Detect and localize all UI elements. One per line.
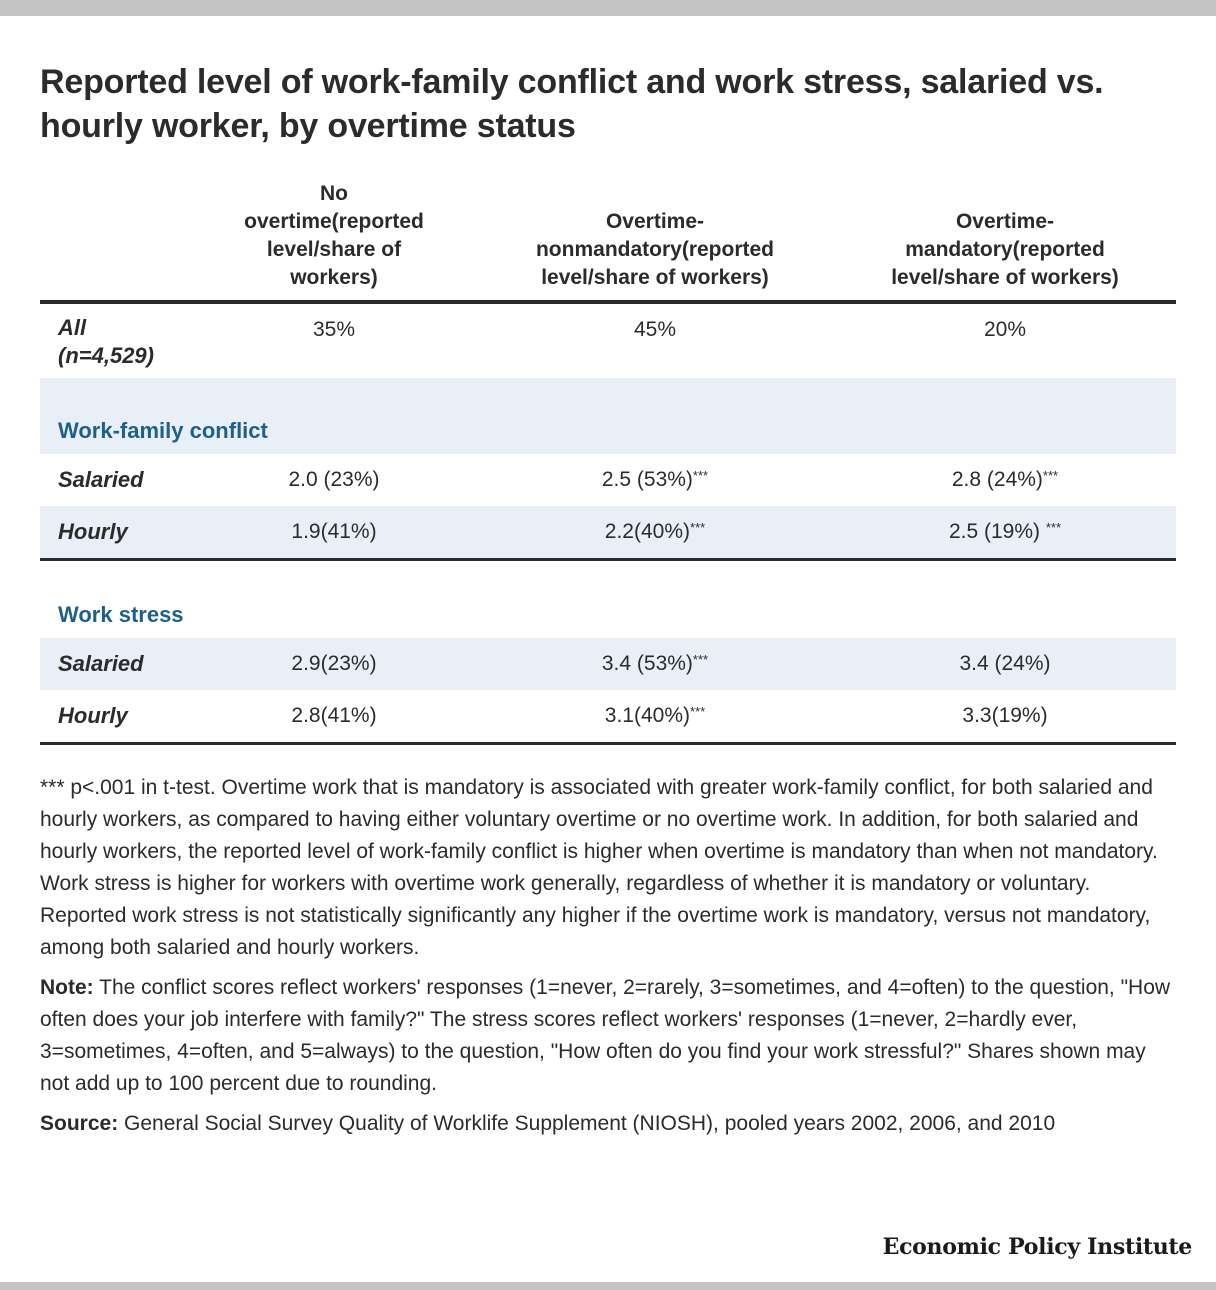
row-label-hourly: Hourly — [58, 703, 128, 728]
column-header-overtime-mandatory — [840, 208, 1170, 292]
cell-value — [840, 468, 1170, 492]
header-line: level/share of — [266, 238, 402, 261]
cell-value — [216, 468, 452, 492]
header-line: level/share of workers) — [891, 266, 1119, 289]
row-label-salaried: Salaried — [58, 467, 144, 492]
significance-mark: *** — [1045, 520, 1062, 535]
significance-mark: *** — [692, 652, 709, 667]
value-text: 3.4 (53%) — [601, 652, 693, 675]
publisher-logo: Economic Policy Institute — [882, 1234, 1192, 1260]
cell-value — [840, 652, 1170, 676]
source — [40, 1108, 1176, 1140]
cell-value — [490, 520, 820, 544]
value-text: 2.0 (23%) — [288, 468, 380, 491]
cell-value — [490, 652, 820, 676]
header-line: workers) — [290, 266, 378, 289]
cell-value — [216, 704, 452, 728]
value-text: 3.3(19%) — [962, 704, 1048, 727]
cell-value — [840, 704, 1170, 728]
header-line: level/share of workers) — [541, 266, 769, 289]
section-header-row — [40, 561, 1176, 633]
value-text: 2.8(41%) — [291, 704, 377, 727]
table-bottom-rule — [40, 742, 1176, 745]
cell-value: 20% — [983, 318, 1027, 341]
all-workers-row — [40, 304, 1176, 378]
header-line: nonmandatory(reported — [535, 238, 774, 261]
section-title-work-stress: Work stress — [58, 602, 184, 627]
row-label-salaried: Salaried — [58, 651, 144, 676]
header-line: overtime(reported — [244, 210, 424, 233]
table-row — [40, 638, 1176, 690]
section-header-row — [40, 378, 1176, 454]
row-label-all — [58, 314, 154, 370]
header-line: Overtime- — [955, 210, 1055, 233]
column-header-no-overtime — [216, 180, 452, 292]
significance-mark: *** — [1042, 468, 1059, 483]
source-label: Source: — [40, 1112, 119, 1135]
cell-value: 35% — [312, 318, 356, 341]
column-header-overtime-nonmandatory — [490, 208, 820, 292]
footnote: *** p<.001 in t-test. Overtime work that is mandatory is associated with greater work-family conflict, for both salaried and hourly workers, as compared to having either voluntary overtime or no overtime work. In addition, for both salaried and hourly workers, the reported level of work-family conflict is higher when overtime is mandatory than when not mandatory. Work stress is higher for workers with overtime work generally, regardless of whether it is mandatory or voluntary. Reported work stress is not statistically significantly any higher if the overtime work is mandatory, versus not mandatory, among both salaried and hourly workers. — [40, 776, 1158, 959]
row-label-line: (n=4,529) — [58, 343, 154, 368]
chart-title: Reported level of work-family conflict and work stress, salaried vs. hourly worker, by overtime status — [40, 63, 1104, 145]
header-line: Overtime- — [605, 210, 705, 233]
notes-block — [40, 772, 1176, 1148]
table-row — [40, 690, 1176, 742]
value-text: 2.2(40%) — [604, 520, 691, 543]
significance-mark: *** — [692, 468, 709, 483]
cell-value — [216, 652, 452, 676]
value-text: 2.5 (53%) — [601, 468, 693, 491]
value-text: 2.8 (24%) — [951, 468, 1043, 491]
note-label: Note: — [40, 976, 94, 999]
row-label-hourly: Hourly — [58, 519, 128, 544]
cell-value — [490, 468, 820, 492]
value-text: 3.1(40%) — [604, 704, 691, 727]
significance-mark: *** — [690, 704, 706, 719]
cell-value — [490, 704, 820, 728]
value-text: 3.4 (24%) — [959, 652, 1051, 675]
cell-value — [216, 520, 452, 544]
header-line: No — [320, 182, 348, 205]
source-text: General Social Survey Quality of Worklife Supplement (NIOSH), pooled years 2002, 2006, and 2010 — [124, 1112, 1056, 1135]
note — [40, 972, 1176, 1100]
value-text: 2.9(23%) — [291, 652, 377, 675]
row-label-line: All — [58, 315, 87, 340]
significance-mark: *** — [690, 520, 706, 535]
cell-value — [840, 520, 1170, 544]
top-frame-bar — [0, 0, 1216, 16]
cell-value: 45% — [633, 318, 677, 341]
table-row — [40, 454, 1176, 506]
value-text: 2.5 (19%) — [948, 520, 1046, 543]
header-line: mandatory(reported — [905, 238, 1105, 261]
bottom-frame-bar — [0, 1282, 1216, 1290]
note-text: The conflict scores reflect workers' responses (1=never, 2=rarely, 3=sometimes, and 4=often) to the question, "How often does your job interfere with family?" The stress scores reflect workers' responses (1=never, 2=hardly ever, 3=sometimes, 4=often, and 5=always) to the question, "How often do you find your work stressful?" Shares shown may not add up to 100 percent due to rounding. — [40, 976, 1171, 1095]
table-row — [40, 506, 1176, 558]
section-title-work-family-conflict: Work-family conflict — [58, 418, 268, 443]
value-text: 1.9(41%) — [291, 520, 377, 543]
